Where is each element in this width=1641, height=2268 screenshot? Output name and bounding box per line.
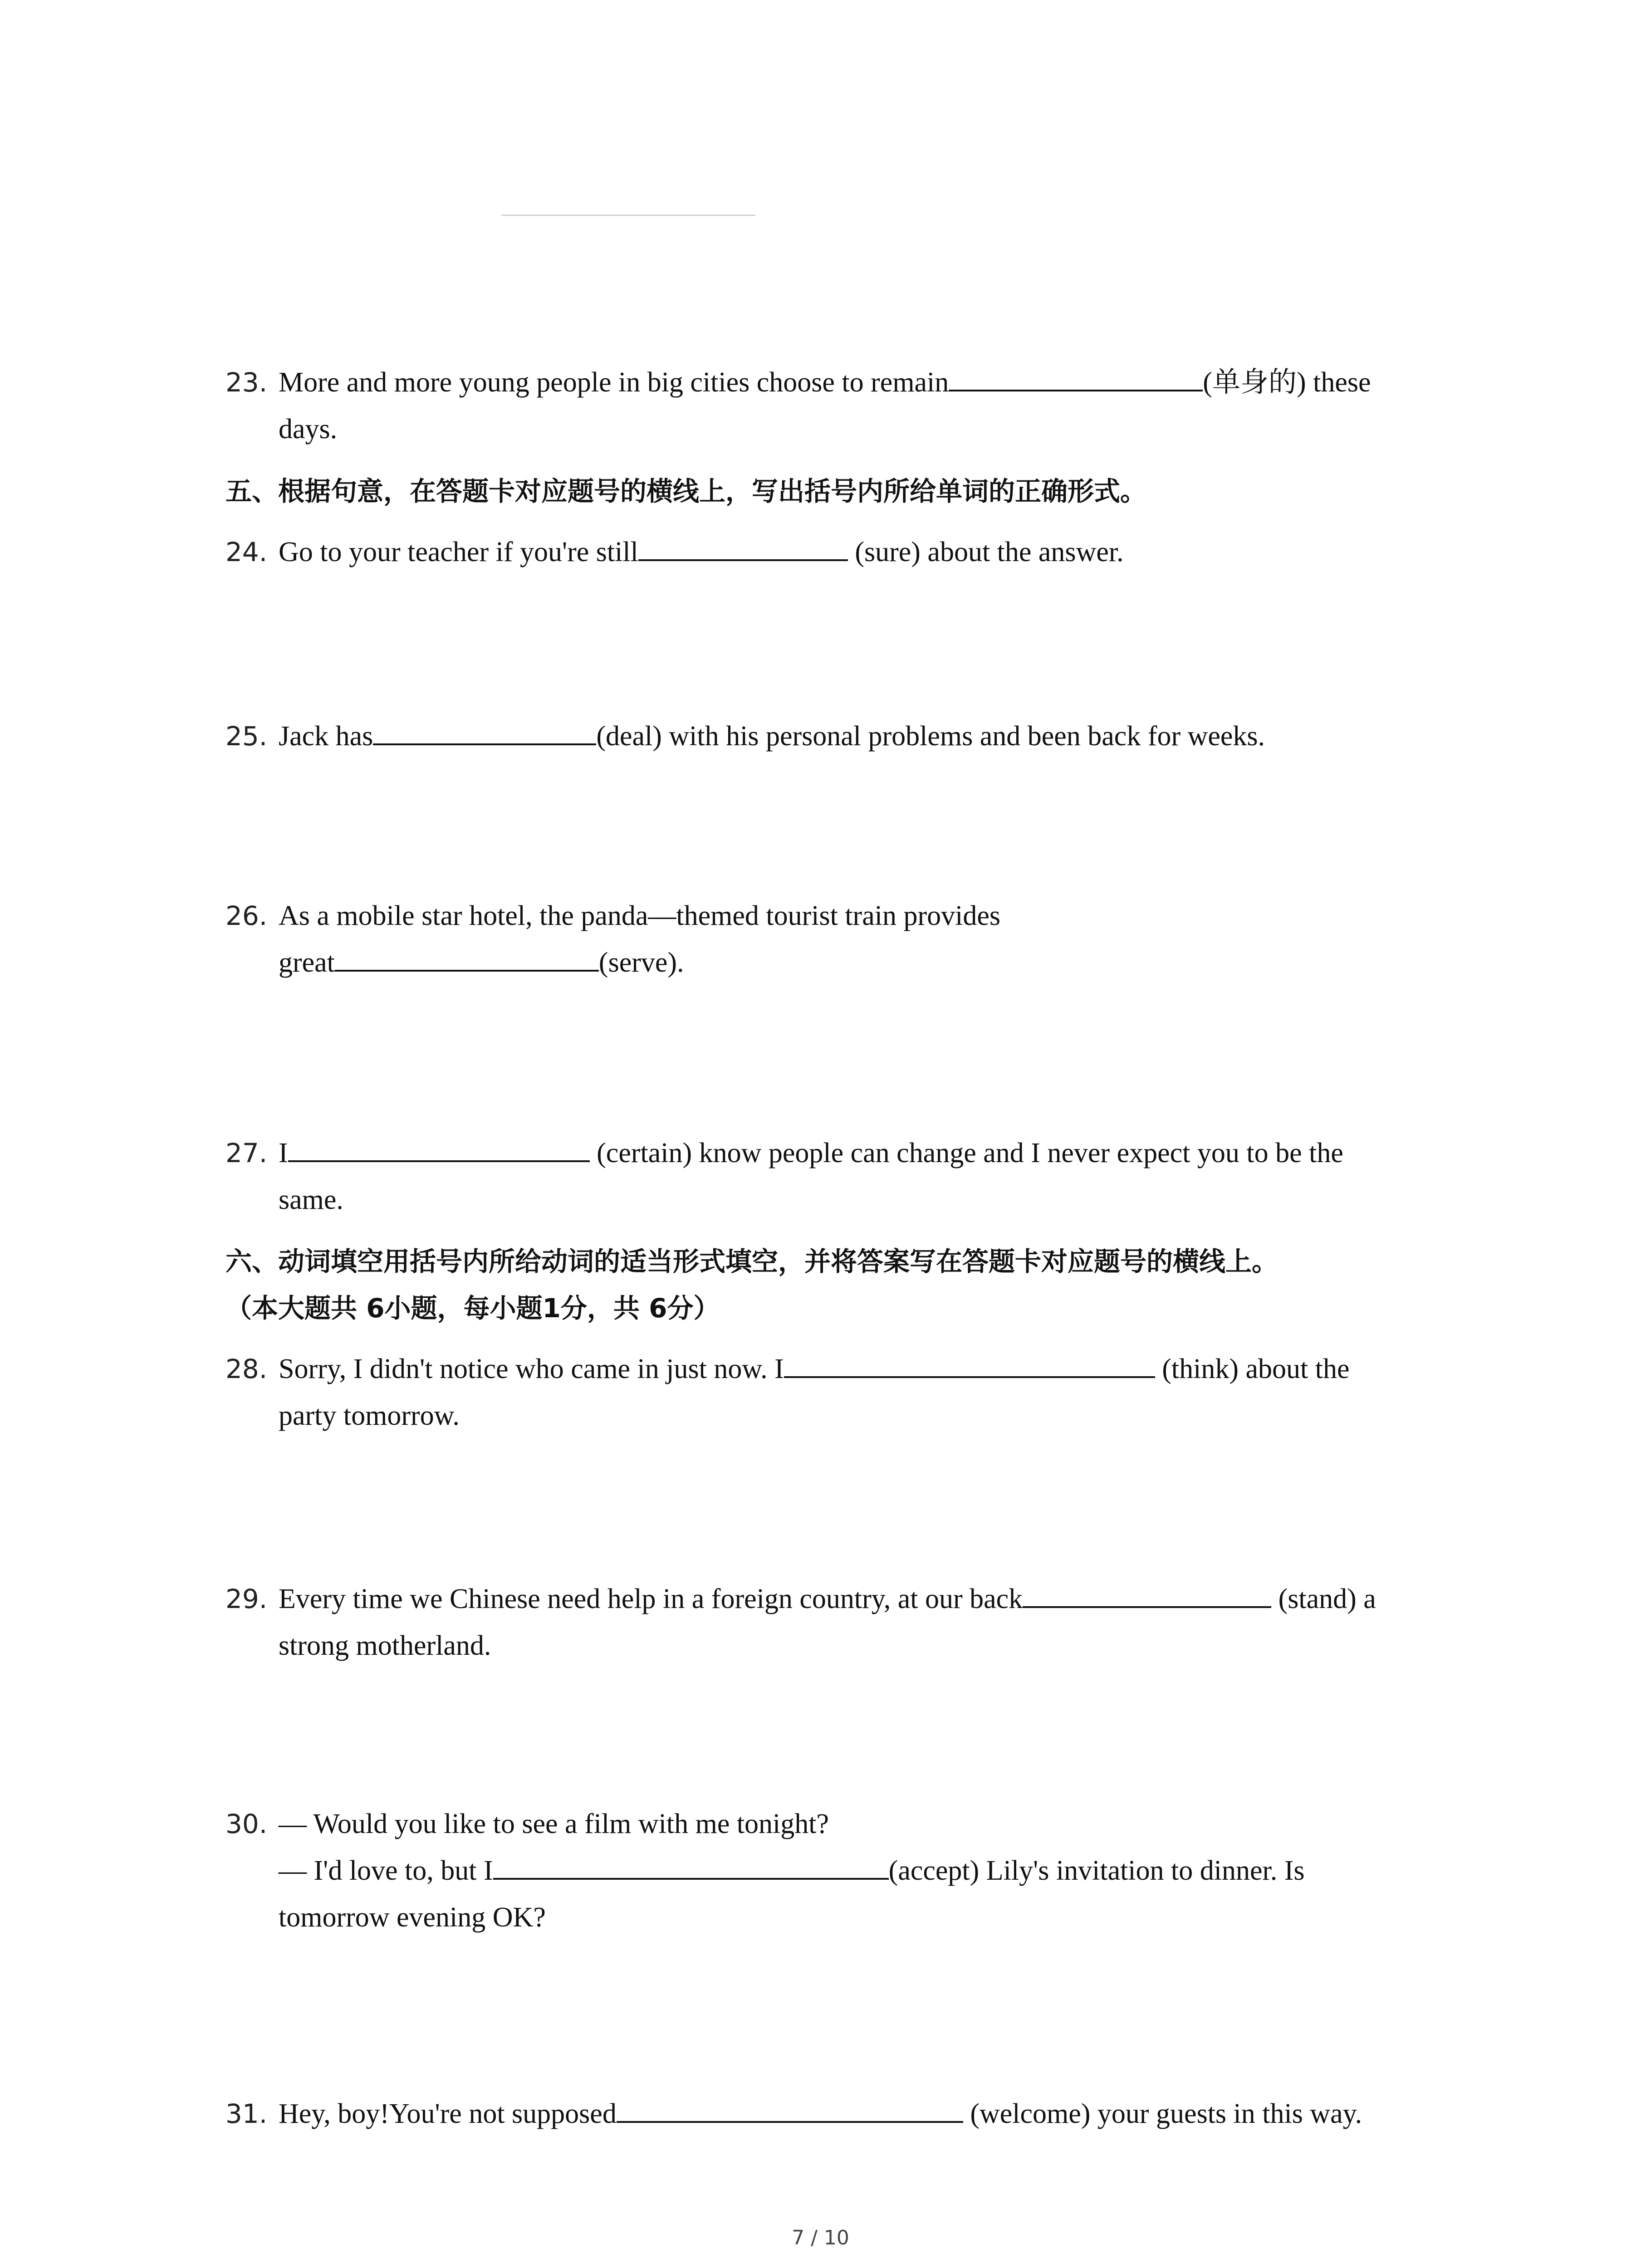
question-text: same.: [279, 1184, 343, 1215]
question-text: tomorrow evening OK?: [279, 1902, 546, 1933]
question-number: 30.: [225, 1809, 268, 1839]
question-31: [225, 2091, 1450, 2137]
question-number: 31.: [225, 2098, 268, 2129]
question-text: As a mobile star hotel, the panda—themed tourist train provides: [279, 900, 1000, 931]
question-23: [225, 359, 1450, 453]
answer-blank[interactable]: [638, 529, 848, 561]
question-number: 29.: [225, 1584, 268, 1614]
question-text: (stand) a: [1271, 1584, 1376, 1614]
question-text: (accept) Lily's invitation to dinner. Is: [888, 1855, 1305, 1886]
question-text: Go to your teacher if you're still: [279, 537, 638, 567]
question-text: (serve).: [598, 947, 684, 978]
question-text: (welcome) your guests in this way.: [963, 2098, 1362, 2129]
section-instruction: 六、动词填空用括号内所给动词的适当形式填空，并将答案写在答题卡对应题号的横线上。: [225, 1246, 1279, 1277]
question-number: 23.: [225, 367, 268, 398]
question-text: (certain) know people can change and I never expect you to be the: [589, 1138, 1343, 1168]
page-number: 7 / 10: [792, 2226, 849, 2249]
question-text: — Would you like to see a film with me tonight?: [279, 1809, 829, 1839]
section-heading-5: 五、根据句意，在答题卡对应题号的横线上，写出括号内所给单词的正确形式。: [225, 476, 1147, 507]
section-heading-6: [225, 1238, 1541, 1332]
question-text: (sure) about the answer.: [847, 537, 1124, 567]
question-30: [225, 1801, 1450, 1941]
question-text: Sorry, I didn't notice who came in just now. I: [279, 1354, 784, 1384]
question-number: 25.: [225, 721, 268, 752]
question-text: More and more young people in big cities choose to remain: [279, 367, 949, 398]
answer-blank[interactable]: [288, 1130, 590, 1162]
question-text: (deal) with his personal problems and been back for weeks.: [596, 721, 1265, 752]
question-text: — I'd love to, but I: [279, 1855, 493, 1886]
question-text: great: [279, 947, 335, 978]
question-text: Hey, boy!You're not supposed: [279, 2098, 617, 2129]
question-29: [225, 1576, 1450, 1669]
section-scoring: （本大题共 6小题，每小题1分，共 6分）: [225, 1293, 720, 1324]
question-text: Jack has: [279, 721, 373, 752]
answer-blank[interactable]: [373, 714, 596, 745]
question-number: 24.: [225, 537, 268, 567]
question-text: party tomorrow.: [279, 1400, 460, 1431]
answer-blank[interactable]: [1023, 1576, 1271, 1608]
question-28: [225, 1346, 1450, 1439]
question-number: 26.: [225, 900, 268, 931]
answer-blank[interactable]: [617, 2091, 963, 2123]
answer-blank[interactable]: [335, 940, 599, 972]
question-text: (think) about the: [1155, 1354, 1350, 1384]
question-text: strong motherland.: [279, 1630, 491, 1661]
question-27: [225, 1130, 1450, 1223]
question-26: [225, 893, 1450, 986]
question-text: (单身的) these: [1203, 367, 1371, 398]
answer-blank[interactable]: [493, 1848, 889, 1880]
question-text: days.: [279, 414, 338, 445]
question-24: [225, 529, 1450, 576]
question-number: 28.: [225, 1354, 268, 1384]
answer-blank[interactable]: [949, 360, 1203, 391]
question-number: 27.: [225, 1138, 268, 1168]
question-text: I: [279, 1138, 288, 1168]
question-25: [225, 713, 1450, 760]
header-rule: [501, 215, 755, 216]
answer-blank[interactable]: [784, 1346, 1155, 1378]
question-text: Every time we Chinese need help in a foreign country, at our back: [279, 1584, 1023, 1614]
